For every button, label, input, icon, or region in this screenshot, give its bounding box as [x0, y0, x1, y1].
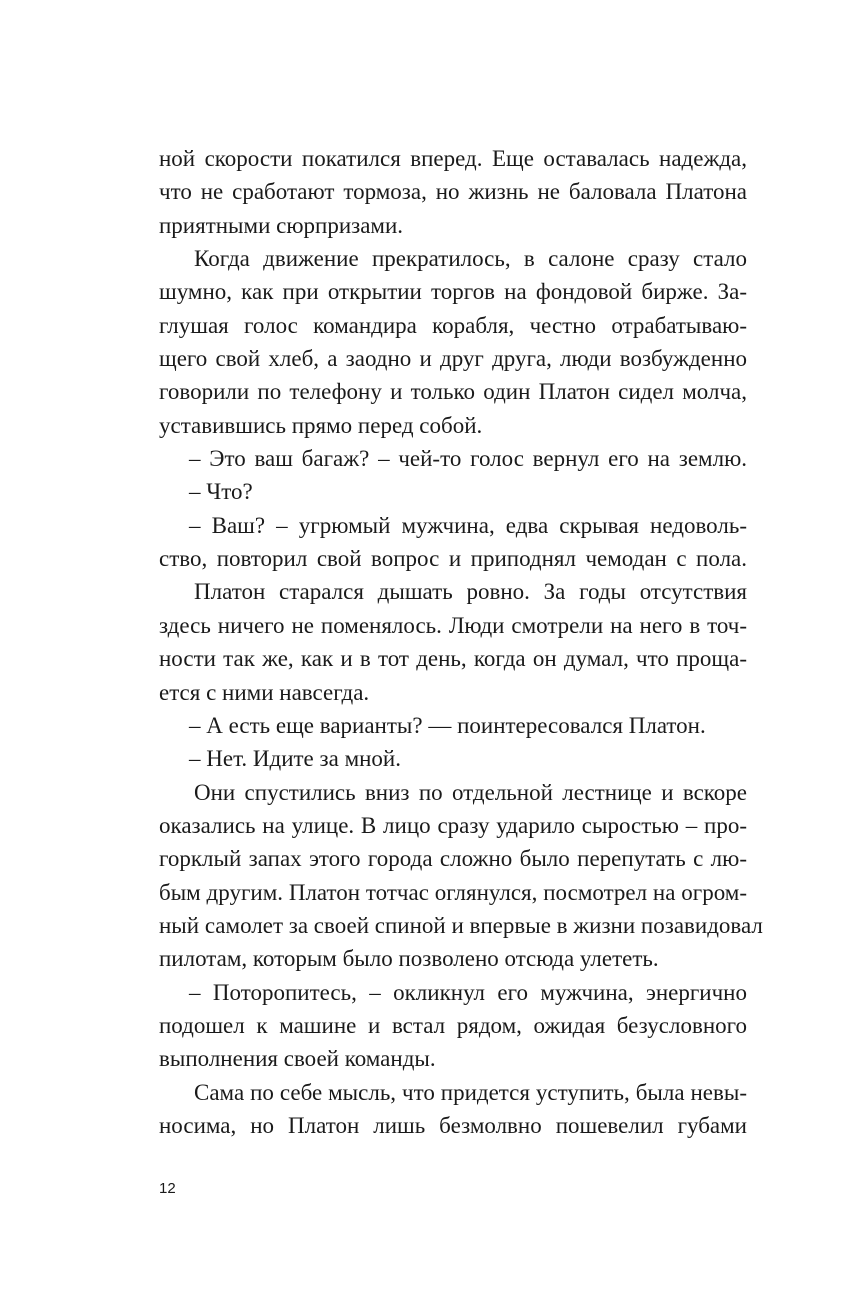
text-line: носима, но Платон лишь безмолвно пошевелил губами: [159, 1112, 747, 1138]
text-line: шумно, как при открытии торгов на фондовой бирже. За-: [159, 279, 747, 305]
text-line: что не сработают тормоза, но жизнь не баловала Платона: [159, 179, 747, 205]
text-line: щего свой хлеб, а заодно и друг друга, люди возбужденно: [159, 346, 747, 372]
text-line: пилотам, которым было позволено отсюда улететь.: [159, 946, 659, 972]
dialog-line: – А есть еще варианты? — поинтересовался Платон.: [189, 712, 706, 738]
text-line: Когда движение прекратилось, в салоне сразу стало: [194, 246, 747, 272]
text-line: бым другим. Платон тотчас оглянулся, посмотрел на огром-: [159, 879, 747, 905]
dialog-line: – Нет. Идите за мной.: [189, 746, 401, 772]
dialog-line: – Поторопитесь, – окликнул его мужчина, энергично: [189, 979, 747, 1005]
text-line: горклый запах этого города сложно было перепутать с лю-: [159, 846, 747, 872]
text-line: уставившись прямо перед собой.: [159, 412, 483, 438]
dialog-line: – Это ваш багаж? – чей-то голос вернул его на землю.: [189, 446, 747, 472]
text-line: подошел к машине и встал рядом, ожидая безусловного: [159, 1012, 747, 1038]
text-line: ный самолет за своей спиной и впервые в жизни позавидовал: [159, 912, 763, 938]
text-line: приятными сюрпризами.: [159, 212, 404, 238]
dialog-line: – Что?: [189, 479, 253, 505]
text-line: ности так же, как и в тот день, когда он думал, что проща-: [159, 646, 747, 672]
body-text: [159, 142, 763, 1142]
text-line: Платон старался дышать ровно. За годы отсутствия: [194, 579, 747, 605]
text-line: Они спустились вниз по отдельной лестнице и вскоре: [194, 779, 747, 805]
text-line: выполнения своей команды.: [159, 1046, 436, 1072]
text-line: глушая голос командира корабля, честно отрабатываю-: [159, 312, 747, 338]
text-line: ство, повторил свой вопрос и приподнял чемодан с пола.: [159, 546, 747, 572]
text-line: Сама по себе мысль, что придется уступить, была невы-: [194, 1079, 747, 1105]
text-line: оказались на улице. В лицо сразу ударило сыростью – про-: [159, 812, 747, 838]
text-line: говорили по телефону и только один Платон сидел молча,: [159, 379, 747, 405]
text-line: ной скорости покатился вперед. Еще оставалась надежда,: [159, 146, 747, 171]
page-number: 12: [159, 1180, 176, 1197]
text-line: ется с ними навсегда.: [159, 679, 370, 705]
text-line: здесь ничего не поменялось. Люди смотрели на него в точ-: [159, 612, 747, 638]
dialog-line: – Ваш? – угрюмый мужчина, едва скрывая недоволь-: [189, 512, 747, 538]
